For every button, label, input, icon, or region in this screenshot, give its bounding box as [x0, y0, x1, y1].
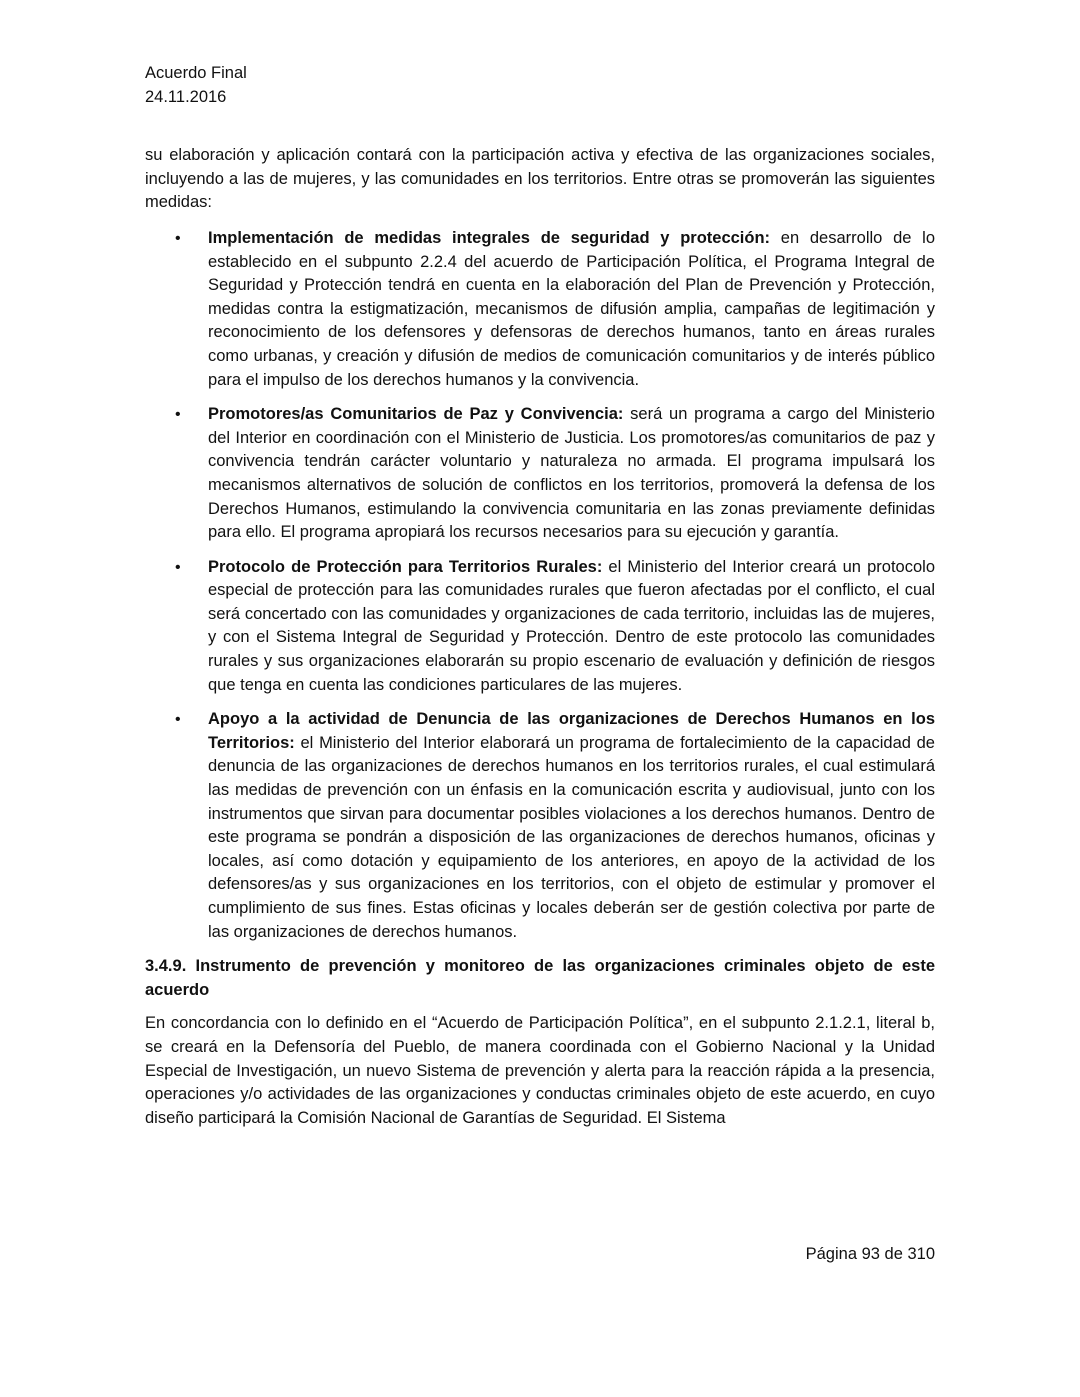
section-heading: 3.4.9. Instrumento de prevención y monitoreo de las organizaciones criminales objeto de este acuerdo	[145, 957, 935, 999]
list-item-text: el Ministerio del Interior elaborará un programa de fortalecimiento de la capacidad de denuncia de las organizaciones de derechos humanos en los territorios rurales, el cual estimulará las medidas de prevención con un énfasis en la comunicación escrita y audiovisual, junto con los instrumentos que sirvan para documentar posibles violaciones a los derechos humanos. Dentro de este programa se pondrán a disposición de las organizaciones de derechos humanos, oficinas y locales, así como dotación y equipamiento de los anteriores, en apoyo de la actividad de los defensores/as y sus organizaciones en los territorios, con el objeto de estimular y promover el cumplimiento de sus fines. Estas oficinas y locales deberán ser de gestión colectiva por parte de las organizaciones de derechos humanos.	[208, 733, 935, 941]
list-item-text: será un programa a cargo del Ministerio del Interior en coordinación con el Ministerio de Justicia. Los promotores/as comunitarios de paz y convivencia tendrán carácter voluntario y naturaleza no armada. El programa impulsará los mecanismos alternativos de solución de conflictos en los territorios, promoverá la defensa de los Derechos Humanos, estimulando la convivencia comunitaria en las zonas previamente definidas para ello. El programa apropiará los recursos necesarios para su ejecución y garantía.	[208, 405, 935, 542]
intro-paragraph: su elaboración y aplicación contará con la participación activa y efectiva de las organizaciones sociales, incluyendo a las de mujeres, y las comunidades en los territorios. Entre otras se promoverán las siguientes medidas:	[145, 146, 935, 212]
list-item-text: el Ministerio del Interior creará un protocolo especial de protección para las comunidades rurales que fueron afectadas por el conflicto, el cual será concertado con las comunidades y organizaciones de cada territorio, incluidas las de mujeres, y con el Sistema Integral de Seguridad y Protección. Dentro de este protocolo las comunidades rurales y sus organizaciones elaborarán su propio escenario de evaluación y definición de riesgos que tenga en cuenta las condiciones particulares de las mujeres.	[208, 557, 935, 694]
list-item-heading: Protocolo de Protección para Territorios Rurales:	[208, 557, 603, 576]
bullet-icon: •	[175, 406, 181, 424]
list-item-text: en desarrollo de lo establecido en el subpunto 2.2.4 del acuerdo de Participación Política, el Programa Integral de Seguridad y Protección tendrá en cuenta en la elaboración del Plan de Prevención y Protección, medidas contra la estigmatización, mecanismos de difusión amplia, campañas de legitimación y reconocimiento de los defensores y defensoras de derechos humanos, tanto en áreas rurales como urbanas, y creación y difusión de medios de comunicación comunitarios y de interés público para el impulso de los derechos humanos y la convivencia.	[208, 228, 935, 389]
list-item-heading: Apoyo a la actividad de Denuncia de las organizaciones de Derechos Humanos en los Territorios:	[208, 710, 935, 752]
header-date: 24.11.2016	[145, 87, 227, 106]
list-item-heading: Implementación de medidas integrales de seguridad y protección:	[208, 228, 771, 247]
header-title: Acuerdo Final	[145, 64, 247, 82]
bullet-icon: •	[175, 229, 181, 247]
list-item-heading: Promotores/as Comunitarios de Paz y Convivencia:	[208, 405, 624, 424]
document-page	[145, 62, 935, 1130]
bullet-icon: •	[175, 711, 181, 729]
list-item	[145, 708, 935, 944]
bullet-icon: •	[175, 558, 181, 576]
document-header	[145, 62, 935, 109]
list-item	[145, 556, 935, 698]
page-number: Página 93 de 310	[805, 1245, 935, 1263]
section-paragraph: En concordancia con lo definido en el “Acuerdo de Participación Política”, en el subpunto 2.1.2.1, literal b, se creará en la Defensoría del Pueblo, de manera coordinada con el Gobierno Nacional y la Unidad Especial de Investigación, un nuevo Sistema de prevención y alerta para la reacción rápida a la presencia, operaciones y/o actividades de las organizaciones y conductas criminales objeto de este acuerdo, en cuyo diseño participará la Comisión Nacional de Garantías de Seguridad. El Sistema	[145, 1014, 935, 1127]
list-item	[145, 403, 935, 545]
measures-list	[145, 227, 935, 944]
list-item	[145, 227, 935, 392]
